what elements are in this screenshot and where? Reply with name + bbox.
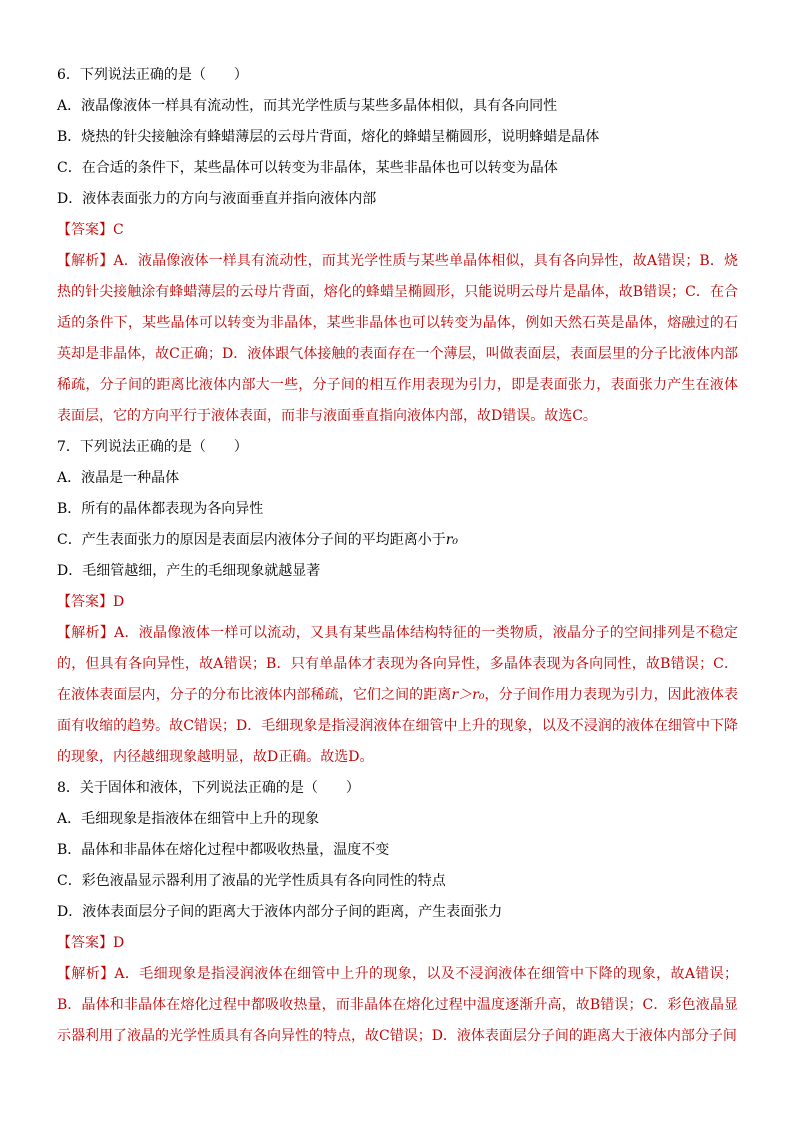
answer: 【答案】D — [57, 935, 125, 951]
analysis-text-continued: ，分子间作用力表现为引力，因此液体表面有收缩的趋势。故C错误；D．毛细现象是指浸润液体在细管中上升的现象，以及不浸润的液体在细管中下降的现象，内径越细现象越明显，故D正确。故选D。 — [57, 687, 739, 765]
answer: 【答案】C — [57, 222, 124, 238]
question-stem: 8．关于固体和液体，下列说法正确的是（ ） — [57, 780, 360, 796]
option-c: C．彩色液晶显示器利用了液晶的光学性质具有各向同性的特点 — [57, 873, 446, 889]
option-b: B．晶体和非晶体在熔化过程中都吸收热量，温度不变 — [57, 842, 390, 858]
option-a: A．液晶是一种晶体 — [57, 470, 180, 486]
analysis: 【解析】A．毛细现象是指浸润液体在细管中上升的现象，以及不浸润液体在细管中下降的现象，故A错误；B．晶体和非晶体在熔化过程中都吸收热量，而非晶体在熔化过程中温度逐渐升高，故B错误；C．彩色液晶显示器利用了液晶的光学性质具有各向异性的特点，故C错误；D．液体表面层分子间的距离大于液体内部分子间 — [57, 966, 738, 1044]
option-a: A．液晶像液体一样具有流动性，而其光学性质与某些多晶体相似，具有各向同性 — [57, 98, 558, 114]
analysis — [57, 618, 738, 773]
option-b: B．烧热的针尖接触涂有蜂蜡薄层的云母片背面，熔化的蜂蜡呈椭圆形，说明蜂蜡是晶体 — [57, 129, 600, 145]
question-6 — [57, 60, 738, 432]
option-a: A．毛细现象是指液体在细管中上升的现象 — [57, 811, 320, 827]
question-stem: 7．下列说法正确的是（ ） — [57, 439, 248, 455]
answer: 【答案】D — [57, 594, 125, 610]
option-c-text: C．产生表面张力的原因是表面层内液体分子间的平均距离小于 — [57, 532, 446, 548]
distance-inequality: r＞r₀ — [451, 687, 485, 703]
option-d: D．毛细管越细，产生的毛细现象就越显著 — [57, 563, 321, 579]
option-c — [57, 525, 738, 556]
question-7 — [57, 432, 738, 773]
option-d: D．液体表面张力的方向与液面垂直并指向液体内部 — [57, 191, 377, 207]
analysis-text: 【解析】A．液晶像液体一样可以流动，又具有某些晶体结构特征的一类物质，液晶分子的空间排列是不稳定的，但具有各向异性，故A错误；B．只有单晶体才表现为各向异性，多晶体表现为各向同性，故B错误；C．在液体表面层内，分子的分布比液体内部稀疏，它们之间的距离 — [57, 625, 738, 703]
distance-symbol: r₀ — [445, 532, 459, 548]
option-d: D．液体表面层分子间的距离大于液体内部分子间的距离，产生表面张力 — [57, 904, 503, 920]
question-stem: 6．下列说法正确的是（ ） — [57, 67, 248, 83]
analysis: 【解析】A．液晶像液体一样具有流动性，而其光学性质与某些单晶体相似，具有各向异性，故A错误；B．烧热的针尖接触涂有蜂蜡薄层的云母片背面，熔化的蜂蜡呈椭圆形，只能说明云母片是晶体，故B错误；C．在合适的条件下，某些晶体可以转变为非晶体，某些非晶体也可以转变为晶体，例如天然石英是晶体，熔融过的石英却是非晶体，故C正确；D．液体跟气体接触的表面存在一个薄层，叫做表面层，表面层里的分子比液体内部稀疏，分子间的距离比液体内部大一些，分子间的相互作用表现为引力，即是表面张力，表面张力产生在液体表面层，它的方向平行于液体表面，而非与液面垂直指向液体内部，故D错误。故选C。 — [57, 253, 738, 424]
option-c: C．在合适的条件下，某些晶体可以转变为非晶体，某些非晶体也可以转变为晶体 — [57, 160, 558, 176]
question-8 — [57, 773, 738, 1052]
option-b: B．所有的晶体都表现为各向异性 — [57, 501, 264, 517]
